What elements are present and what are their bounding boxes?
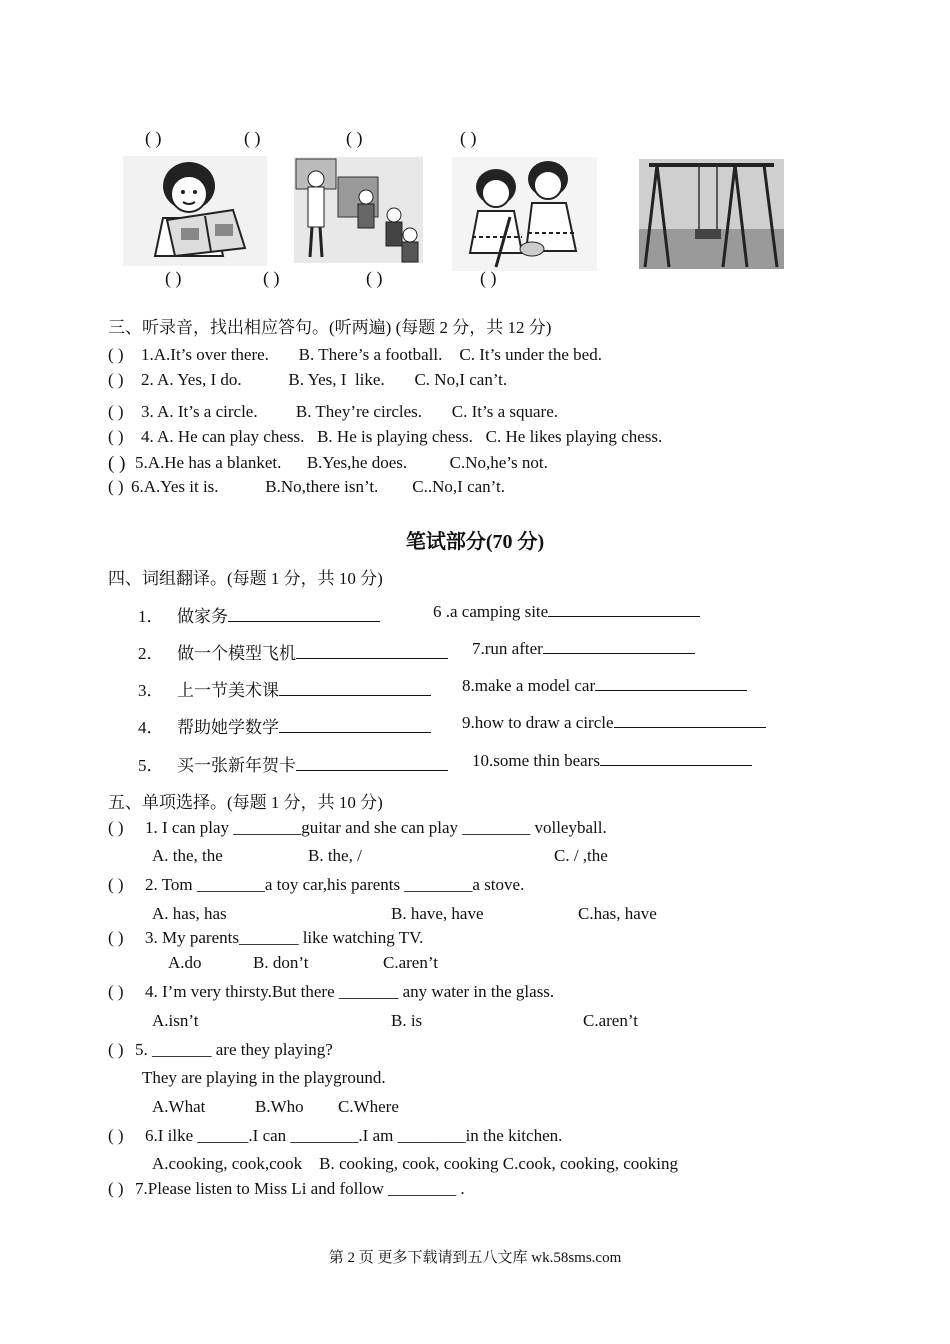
s4-left-3-blank[interactable]: [279, 681, 431, 696]
s4-left-2: [177, 639, 448, 664]
s4-num-2: 2．: [138, 644, 164, 663]
s4-left-1-blank[interactable]: [228, 607, 380, 622]
s5-q7-paren[interactable]: ( ): [108, 1179, 124, 1198]
s4-num-1: 1．: [138, 607, 164, 626]
s5-q1-paren[interactable]: ( ): [108, 818, 124, 837]
s4-right-3: [462, 676, 747, 696]
girls-cleaning-picture: [452, 157, 597, 271]
s4-right-2-blank[interactable]: [543, 639, 695, 654]
s4-left-5: [177, 751, 448, 776]
s4-left-1-text: 做家务: [177, 607, 228, 626]
s3-item-4: 4. A. He can play chess. B. He is playing chess. C. He likes playing chess.: [141, 427, 663, 446]
s5-q1-text: 1. I can play ________guitar and she can play ________ volleyball.: [145, 818, 607, 837]
s4-right-1-blank[interactable]: [548, 602, 700, 617]
s4-left-4-text: 帮助她学数学: [177, 718, 279, 737]
s5-q5-option-c[interactable]: C.Where: [338, 1097, 399, 1116]
s5-q2-paren[interactable]: ( ): [108, 875, 124, 894]
s5-q6-paren[interactable]: ( ): [108, 1126, 124, 1145]
top-paren-3[interactable]: ( ): [346, 128, 363, 148]
s5-q4-option-a[interactable]: A.isn’t: [152, 1011, 199, 1030]
s5-q3-paren[interactable]: ( ): [108, 928, 124, 947]
s5-q2-text: 2. Tom ________a toy car,his parents ________a stove.: [145, 875, 525, 894]
s5-q4-option-c[interactable]: C.aren’t: [583, 1011, 638, 1030]
s5-q5-option-b[interactable]: B.Who: [255, 1097, 304, 1116]
s4-left-5-text: 买一张新年贺卡: [177, 756, 296, 775]
s4-num-5: 5．: [138, 756, 164, 775]
s4-num-3: 3．: [138, 681, 164, 700]
s4-right-4: [462, 713, 766, 733]
s5-q2-option-c[interactable]: C.has, have: [578, 904, 657, 923]
s4-num-4: 4．: [138, 718, 164, 737]
s5-q2-option-b[interactable]: B. have, have: [391, 904, 484, 923]
s4-right-2-text: 7.run after: [472, 639, 543, 658]
page-footer: 第 2 页 更多下载请到五八文库 wk.58sms.com: [328, 1250, 622, 1266]
top-paren-2[interactable]: ( ): [244, 128, 261, 148]
bottom-paren-2[interactable]: ( ): [263, 268, 280, 288]
s5-q1-option-c[interactable]: C. / ,the: [554, 846, 608, 865]
s3-item-3: 3. A. It’s a circle. B. They’re circles. C. It’s a square.: [141, 402, 559, 421]
top-paren-4[interactable]: ( ): [460, 128, 477, 148]
top-paren-1[interactable]: ( ): [145, 128, 162, 148]
classroom-scene-picture: [294, 157, 423, 263]
s5-q1-option-b[interactable]: B. the, /: [308, 846, 362, 865]
s3-item-5: 5.A.He has a blanket. B.Yes,he does. C.No,he’s not.: [135, 453, 548, 472]
s5-q6-options[interactable]: A.cooking, cook,cook B. cooking, cook, cooking C.cook, cooking, cooking: [152, 1154, 678, 1173]
s4-right-5-blank[interactable]: [600, 751, 752, 766]
s3-paren-2[interactable]: ( ): [108, 370, 124, 389]
s4-left-4-blank[interactable]: [279, 718, 431, 733]
swing-picture: [639, 159, 784, 269]
s5-q3-text: 3. My parents_______ like watching TV.: [145, 928, 424, 947]
s4-right-5-text: 10.some thin bears: [472, 751, 600, 770]
s4-right-3-text: 8.make a model car: [462, 676, 596, 695]
s4-right-4-text: 9.how to draw a circle: [462, 713, 614, 732]
girl-reading-picture: [123, 156, 267, 266]
s3-item-2: 2. A. Yes, I do. B. Yes, I like. C. No,I can’t.: [141, 370, 508, 389]
s4-left-4: [177, 713, 431, 738]
s5-q5-text: 5. _______ are they playing?: [135, 1040, 333, 1059]
s5-q5-line2: They are playing in the playground.: [142, 1068, 386, 1087]
s5-q3-option-a[interactable]: A.do: [168, 953, 202, 972]
bottom-paren-1[interactable]: ( ): [165, 268, 182, 288]
bottom-paren-3[interactable]: ( ): [366, 268, 383, 288]
s3-paren-5[interactable]: ( ): [108, 453, 126, 474]
s4-right-3-blank[interactable]: [595, 676, 747, 691]
s5-q3-option-b[interactable]: B. don’t: [253, 953, 309, 972]
s4-left-3-text: 上一节美术课: [177, 681, 279, 700]
s3-paren-6[interactable]: ( ): [108, 477, 124, 496]
section5-heading: 五、单项选择。(每题 1 分，共 10 分): [108, 793, 383, 812]
s5-q2-option-a[interactable]: A. has, has: [152, 904, 227, 923]
section3-heading: 三、听录音，找出相应答句。(听两遍) (每题 2 分，共 12 分): [108, 318, 552, 337]
written-part-title: 笔试部分(70 分): [405, 531, 545, 553]
s3-paren-3[interactable]: ( ): [108, 402, 124, 421]
s5-q1-option-a[interactable]: A. the, the: [152, 846, 223, 865]
s4-right-1-text: 6 .a camping site: [433, 602, 549, 621]
s5-q7-text: 7.Please listen to Miss Li and follow ________ .: [135, 1179, 465, 1198]
s5-q6-text: 6.I ilke ______.I can ________.I am ________in the kitchen.: [145, 1126, 563, 1145]
s4-right-5: [472, 751, 752, 771]
section4-heading: 四、词组翻译。(每题 1 分，共 10 分): [108, 569, 383, 588]
s4-right-2: [472, 639, 695, 659]
s3-item-1: 1.A.It’s over there. B. There’s a football. C. It’s under the bed.: [141, 345, 602, 364]
s5-q3-option-c[interactable]: C.aren’t: [383, 953, 438, 972]
s5-q4-text: 4. I’m very thirsty.But there _______ any water in the glass.: [145, 982, 555, 1001]
s5-q5-paren[interactable]: ( ): [108, 1040, 124, 1059]
s4-left-3: [177, 676, 431, 701]
s5-q5-option-a[interactable]: A.What: [152, 1097, 206, 1116]
s4-right-4-blank[interactable]: [614, 713, 766, 728]
s5-q4-option-b[interactable]: B. is: [391, 1011, 423, 1030]
s4-left-2-text: 做一个模型飞机: [177, 644, 296, 663]
s4-right-1: [433, 602, 700, 622]
s4-left-5-blank[interactable]: [296, 756, 448, 771]
s4-left-1: [177, 602, 380, 627]
s5-q4-paren[interactable]: ( ): [108, 982, 124, 1001]
s3-paren-4[interactable]: ( ): [108, 427, 124, 446]
s4-left-2-blank[interactable]: [296, 644, 448, 659]
s3-paren-1[interactable]: ( ): [108, 345, 124, 364]
bottom-paren-4[interactable]: ( ): [480, 268, 497, 288]
s3-item-6: 6.A.Yes it is. B.No,there isn’t. C..No,I can’t.: [131, 477, 505, 496]
